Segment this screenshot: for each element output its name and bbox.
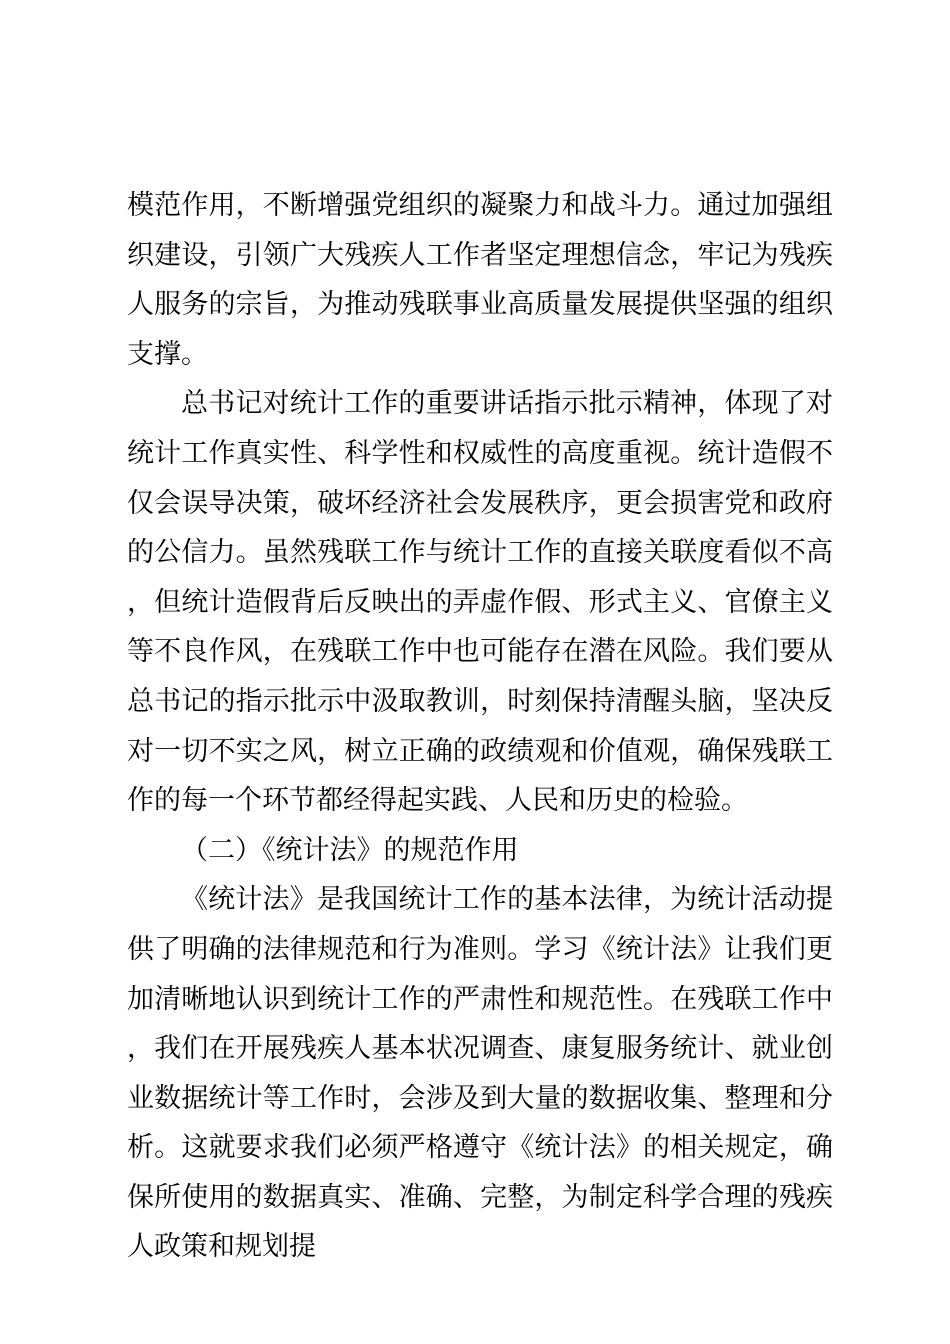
paragraph-statistics-law: 《统计法》是我国统计工作的基本法律，为统计活动提供了明确的法律规范和行为准则。学习《统计法》让我们更加清晰地认识到统计工作的严肃性和规范性。在残联工作中，我们在开展残疾人基本状况调查、康复服务统计、就业创业数据统计等工作时，会涉及到大量的数据收集、整理和分析。这就要求我们必须严格遵守《统计法》的相关规定，确保所使用的数据真实、准确、完整，为制定科学合理的残疾人政策和规划提 bbox=[127, 884, 833, 1263]
paragraph-continuation: 模范作用，不断增强党组织的凝聚力和战斗力。通过加强组织建设，引领广大残疾人工作者坚定理想信念，牢记为残疾人服务的宗旨，为推动残联事业高质量发展提供坚强的组织支撑。 bbox=[127, 190, 833, 370]
section-heading-statistics-law: （二）《统计法》的规范作用 bbox=[181, 834, 519, 866]
paragraph-statistics-spirit: 总书记对统计工作的重要讲话指示批示精神，体现了对统计工作真实性、科学性和权威性的高度重视。统计造假不仅会误导决策，破坏经济社会发展秩序，更会损害党和政府的公信力。虽然残联工作与统计工作的直接关联度看似不高，但统计造假背后反映出的弄虚作假、形式主义、官僚主义等不良作风，在残联工作中也可能存在潜在风险。我们要从总书记的指示批示中汲取教训，时刻保持清醒头脑，坚决反对一切不实之风，树立正确的政绩观和价值观，确保残联工作的每一个环节都经得起实践、人民和历史的检验。 bbox=[127, 388, 833, 817]
document-body bbox=[127, 181, 833, 1272]
